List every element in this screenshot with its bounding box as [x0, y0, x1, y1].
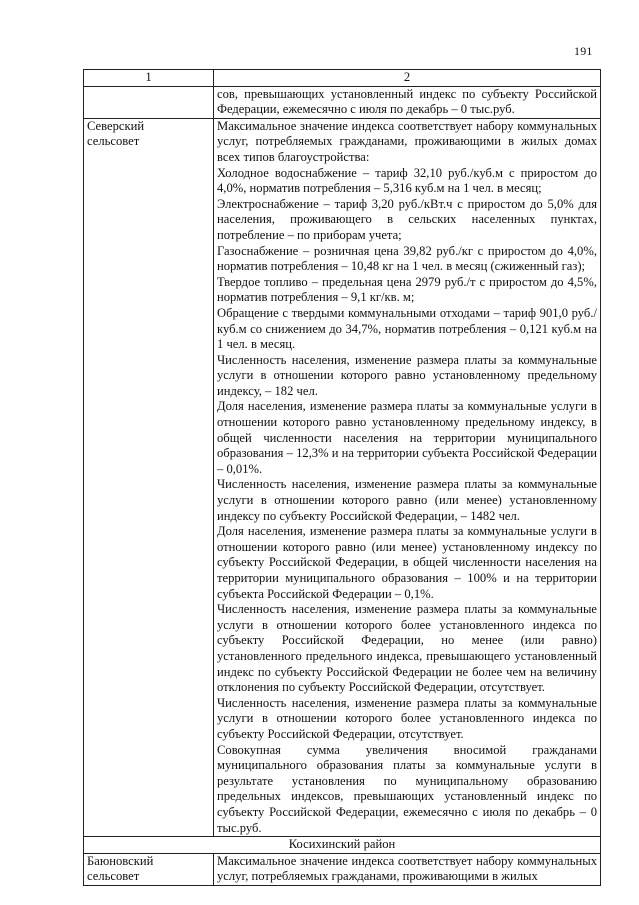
municipality-name: Баюновский — [87, 853, 154, 868]
paragraph: Газоснабжение – розничная цена 39,82 руб./кг с приростом до 4,0%, норматив потребления – 10,48 кг на 1 чел. в месяц (сжиженный газ); — [217, 243, 597, 274]
paragraph: Максимальное значение индекса соответствует набору коммунальных услуг, потребляемых гражданами, проживающими в жилых домах всех типов благоустройства: — [217, 118, 597, 164]
paragraph: Численность населения, изменение размера платы за коммунальные услуги в отношении которого более установленного индекса по субъекту Российской Федерации, но менее (или равно) установленного предельного индекса, превышающего установленный индекс по субъекту Российской Федерации не более чем на величину отклонения по субъекту Российской Федерации, отсутствует. — [217, 602, 597, 695]
paragraph: Твердое топливо – предельная цена 2979 руб./т с приростом до 4,5%, норматив потребления – 9,1 кг/кв. м; — [217, 274, 597, 305]
paragraph: Обращение с твердыми коммунальными отходами – тариф 901,0 руб./куб.м со снижением до 34,7%, норматив потребления – 0,121 куб.м на 1 чел. в месяц. — [217, 305, 597, 352]
description-cell — [214, 86, 601, 118]
paragraph: Доля населения, изменение размера платы за коммунальные услуги в отношении которого равно установленному предельному индексу, в общей численности населения на территории муниципального образования – 12,3% и на территории субъекта Российской Федерации – 0,01%. — [217, 399, 597, 476]
column-header-2: 2 — [214, 70, 601, 87]
municipality-type: сельсовет — [87, 134, 140, 149]
table-row — [84, 853, 601, 885]
column-header-1: 1 — [84, 70, 214, 87]
paragraph: Численность населения, изменение размера платы за коммунальные услуги в отношении которого более установленного индекса по субъекту Российской Федерации, отсутствует. — [217, 695, 597, 741]
document-table — [83, 69, 601, 886]
region-heading: Косихинский район — [84, 837, 601, 854]
paragraph: Численность населения, изменение размера платы за коммунальные услуги в отношении которого равно установленному предельному индексу, – 182 чел. — [217, 352, 597, 398]
paragraph: сов, превышающих установленный индекс по субъекту Российской Федерации, ежемесячно с июля по декабрь – 0 тыс.руб. — [217, 86, 597, 117]
paragraph: Холодное водоснабжение – тариф 32,10 руб./куб.м с приростом до 4,0%, норматив потребления – 5,316 куб.м на 1 чел. в месяц; — [217, 165, 597, 196]
page-number: 191 — [574, 44, 593, 58]
municipality-cell — [84, 118, 214, 836]
table-row — [84, 118, 601, 836]
description-cell — [214, 118, 601, 836]
municipality-type: сельсовет — [87, 869, 140, 884]
region-row — [84, 837, 601, 854]
paragraph: Совокупная сумма увеличения вносимой гражданами муниципального образования платы за коммунальные услуги в результате установления по муниципальному образованию предельных индексов, превышающих установленный индекс по субъекту Российской Федерации, ежемесячно с июля по декабрь – 0 тыс.руб. — [217, 742, 597, 835]
table-row — [84, 86, 601, 118]
municipality-name: Северский — [87, 118, 145, 133]
municipality-cell — [84, 853, 214, 885]
municipality-cell-empty — [84, 86, 214, 118]
paragraph: Максимальное значение индекса соответствует набору коммунальных услуг, потребляемых гражданами, проживающими в жилых — [217, 853, 597, 884]
paragraph: Электроснабжение – тариф 3,20 руб./кВт.ч с приростом до 5,0% для населения, проживающего в сельских населенных пунктах, потребление – по приборам учета; — [217, 196, 597, 242]
paragraph: Доля населения, изменение размера платы за коммунальные услуги в отношении которого равно (или менее) установленному индексу по субъекту Российской Федерации, в общей численности населения на территории муниципального образования – 100% и на территории субъекта Российской Федерации – 0,1%. — [217, 524, 597, 601]
table-header-row — [84, 70, 601, 87]
description-cell — [214, 853, 601, 885]
paragraph: Численность населения, изменение размера платы за коммунальные услуги в отношении которого равно (или менее) установленному индексу по субъекту Российской Федерации, – 1482 чел. — [217, 477, 597, 523]
